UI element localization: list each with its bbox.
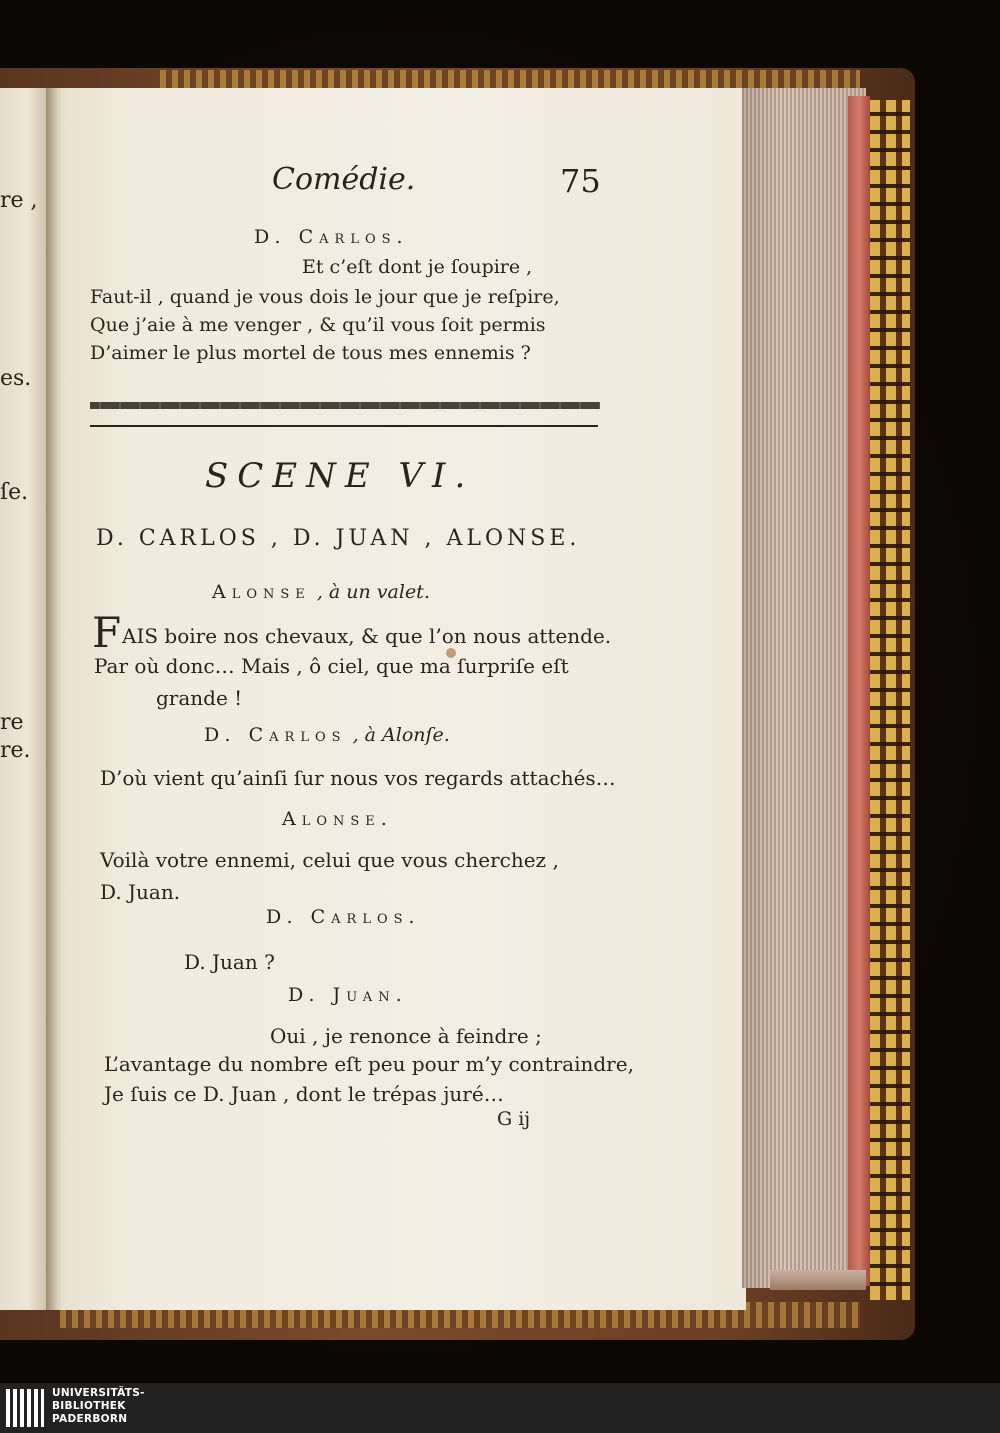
verse-line: grande ! xyxy=(156,686,243,710)
speaker-name: D. Juan. xyxy=(288,984,408,1006)
library-name-line: UNIVERSITÄTS- xyxy=(52,1387,145,1399)
library-name-line: PADERBORN xyxy=(52,1413,128,1425)
page-edges-bottom xyxy=(770,1270,866,1290)
stage-direction: , à un valet. xyxy=(316,581,430,603)
verse-line: Voilà votre ennemi, celui que vous cherchez , xyxy=(100,848,559,872)
left-page xyxy=(0,88,46,1310)
speaker-line xyxy=(212,581,430,603)
verse-line: D. Juan ? xyxy=(184,950,275,974)
speaker-name: D. Carlos. xyxy=(266,906,421,928)
verse-line: AIS boire nos chevaux, & que l’on nous attende. xyxy=(122,624,612,648)
verse-line: Par où donc… Mais , ô ciel, que ma ſurpriſe eſt xyxy=(94,654,569,678)
verse-line: Oui , je renonce à feindre ; xyxy=(270,1024,542,1048)
library-name xyxy=(52,1387,145,1426)
library-name-line: BIBLIOTHEK xyxy=(52,1400,126,1412)
library-logo-icon xyxy=(6,1389,44,1427)
speaker-name: D. Carlos. xyxy=(254,226,409,248)
left-page-fragment: es. xyxy=(0,366,32,391)
speaker-line xyxy=(204,724,450,746)
page-edges-red xyxy=(848,96,870,1286)
signature-mark: G ij xyxy=(497,1108,531,1130)
left-page-fragment: ſe. xyxy=(0,480,29,505)
cast-list: D. CARLOS , D. JUAN , ALONSE. xyxy=(96,526,581,551)
spine-gilt xyxy=(870,100,910,1300)
drop-cap: F xyxy=(92,608,122,657)
verse-line: Je ſuis ce D. Juan , dont le trépas juré… xyxy=(104,1082,504,1106)
verse-line: Et c’eſt dont je ſoupire , xyxy=(302,256,533,278)
verse-line: D. Juan. xyxy=(100,880,181,904)
left-page-fragment: re xyxy=(0,710,24,735)
verse-line: Que j’aie à me venger , & qu’il vous ſoit permis xyxy=(90,314,546,336)
scene-title: SCENE VI. xyxy=(205,456,475,496)
verse-line: L’avantage du nombre eſt peu pour m’y contraindre, xyxy=(104,1052,634,1076)
speaker-name: Alonse xyxy=(212,581,311,603)
page-number: 75 xyxy=(560,162,601,200)
ornamental-rule xyxy=(90,402,600,409)
verse-line: Faut-il , quand je vous dois le jour que je reſpire, xyxy=(90,286,560,308)
left-page-fragment: re. xyxy=(0,738,31,763)
verse-line: D’aimer le plus mortel de tous mes ennemis ? xyxy=(90,342,531,364)
rule-line xyxy=(90,425,598,427)
verse-line: D’où vient qu’ainſi ſur nous vos regards attachés… xyxy=(100,766,616,790)
speaker-name: D. Carlos xyxy=(204,724,347,746)
stage-direction: , à Alonſe. xyxy=(352,724,450,746)
running-head: Comédie. xyxy=(272,162,416,197)
library-banner xyxy=(0,1383,1000,1433)
speaker-name: Alonse. xyxy=(282,808,393,830)
left-page-fragment: re , xyxy=(0,188,38,213)
